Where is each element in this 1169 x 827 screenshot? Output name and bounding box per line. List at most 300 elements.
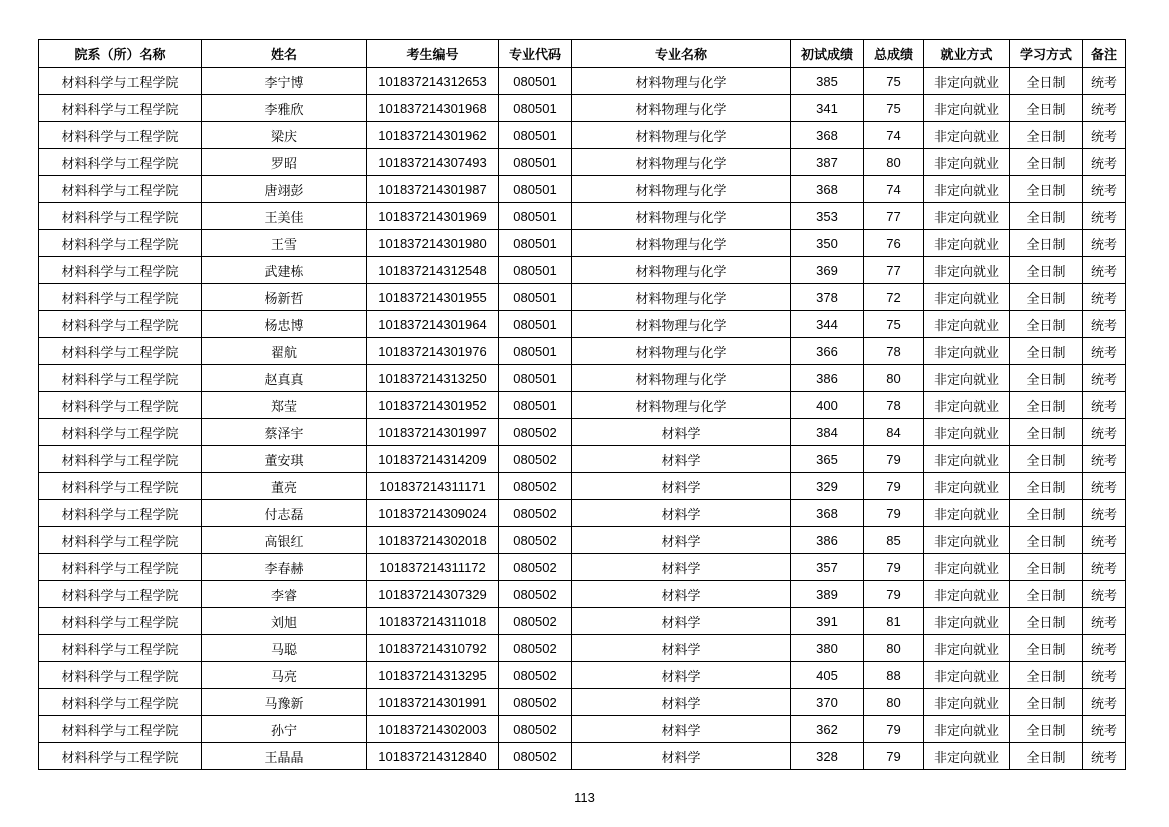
- cell-major-name: 材料物理与化学: [572, 203, 791, 230]
- cell-remarks: 统考: [1083, 608, 1126, 635]
- cell-name: 董安琪: [202, 446, 367, 473]
- cell-name: 李睿: [202, 581, 367, 608]
- cell-remarks: 统考: [1083, 662, 1126, 689]
- cell-major-name: 材料物理与化学: [572, 95, 791, 122]
- cell-candidate-id: 101837214301955: [367, 284, 499, 311]
- cell-name: 王雪: [202, 230, 367, 257]
- cell-total-score: 75: [864, 68, 924, 95]
- cell-prelim-score: 405: [791, 662, 864, 689]
- cell-employment-type: 非定向就业: [924, 581, 1010, 608]
- cell-major-code: 080501: [499, 230, 572, 257]
- cell-employment-type: 非定向就业: [924, 554, 1010, 581]
- table-row: [39, 122, 1126, 149]
- cell-major-code: 080501: [499, 68, 572, 95]
- cell-total-score: 79: [864, 473, 924, 500]
- cell-prelim-score: 387: [791, 149, 864, 176]
- cell-total-score: 79: [864, 500, 924, 527]
- table-row: [39, 149, 1126, 176]
- cell-employment-type: 非定向就业: [924, 257, 1010, 284]
- cell-name: 蔡泽宇: [202, 419, 367, 446]
- cell-employment-type: 非定向就业: [924, 176, 1010, 203]
- cell-department: 材料科学与工程学院: [39, 95, 202, 122]
- table-row: [39, 95, 1126, 122]
- table-row: [39, 176, 1126, 203]
- cell-remarks: 统考: [1083, 230, 1126, 257]
- cell-remarks: 统考: [1083, 149, 1126, 176]
- cell-candidate-id: 101837214301987: [367, 176, 499, 203]
- cell-study-mode: 全日制: [1010, 230, 1083, 257]
- cell-name: 马聪: [202, 635, 367, 662]
- table-header-row: [39, 40, 1126, 68]
- cell-major-code: 080501: [499, 365, 572, 392]
- cell-study-mode: 全日制: [1010, 68, 1083, 95]
- cell-major-code: 080502: [499, 446, 572, 473]
- cell-candidate-id: 101837214301991: [367, 689, 499, 716]
- cell-prelim-score: 368: [791, 176, 864, 203]
- cell-major-name: 材料学: [572, 689, 791, 716]
- cell-study-mode: 全日制: [1010, 149, 1083, 176]
- table-row: [39, 635, 1126, 662]
- cell-major-name: 材料物理与化学: [572, 311, 791, 338]
- cell-major-code: 080502: [499, 473, 572, 500]
- page-number: 113: [574, 790, 595, 805]
- table-row: [39, 284, 1126, 311]
- cell-major-name: 材料物理与化学: [572, 365, 791, 392]
- cell-department: 材料科学与工程学院: [39, 338, 202, 365]
- table-row: [39, 662, 1126, 689]
- table-row: [39, 68, 1126, 95]
- cell-total-score: 76: [864, 230, 924, 257]
- cell-major-name: 材料物理与化学: [572, 338, 791, 365]
- cell-total-score: 78: [864, 338, 924, 365]
- cell-name: 翟航: [202, 338, 367, 365]
- cell-department: 材料科学与工程学院: [39, 284, 202, 311]
- cell-department: 材料科学与工程学院: [39, 608, 202, 635]
- cell-major-code: 080502: [499, 527, 572, 554]
- cell-name: 王晶晶: [202, 743, 367, 770]
- table-row: [39, 527, 1126, 554]
- cell-employment-type: 非定向就业: [924, 608, 1010, 635]
- header-employment-type: 就业方式: [924, 40, 1010, 68]
- cell-total-score: 75: [864, 311, 924, 338]
- cell-study-mode: 全日制: [1010, 500, 1083, 527]
- cell-name: 赵真真: [202, 365, 367, 392]
- cell-study-mode: 全日制: [1010, 743, 1083, 770]
- cell-employment-type: 非定向就业: [924, 500, 1010, 527]
- cell-study-mode: 全日制: [1010, 554, 1083, 581]
- cell-candidate-id: 101837214301980: [367, 230, 499, 257]
- cell-major-code: 080502: [499, 716, 572, 743]
- table-row: [39, 473, 1126, 500]
- cell-major-code: 080502: [499, 500, 572, 527]
- cell-major-code: 080502: [499, 635, 572, 662]
- cell-prelim-score: 357: [791, 554, 864, 581]
- cell-department: 材料科学与工程学院: [39, 122, 202, 149]
- cell-name: 李宁博: [202, 68, 367, 95]
- header-candidate-id: 考生编号: [367, 40, 499, 68]
- cell-name: 马豫新: [202, 689, 367, 716]
- cell-remarks: 统考: [1083, 419, 1126, 446]
- cell-study-mode: 全日制: [1010, 473, 1083, 500]
- cell-candidate-id: 101837214311172: [367, 554, 499, 581]
- cell-candidate-id: 101837214313250: [367, 365, 499, 392]
- cell-major-name: 材料学: [572, 500, 791, 527]
- cell-department: 材料科学与工程学院: [39, 203, 202, 230]
- cell-employment-type: 非定向就业: [924, 635, 1010, 662]
- cell-major-name: 材料物理与化学: [572, 392, 791, 419]
- cell-major-name: 材料学: [572, 635, 791, 662]
- cell-name: 高银红: [202, 527, 367, 554]
- cell-prelim-score: 365: [791, 446, 864, 473]
- cell-department: 材料科学与工程学院: [39, 716, 202, 743]
- cell-major-name: 材料学: [572, 473, 791, 500]
- cell-candidate-id: 101837214313295: [367, 662, 499, 689]
- cell-major-name: 材料学: [572, 527, 791, 554]
- cell-major-code: 080501: [499, 95, 572, 122]
- cell-prelim-score: 328: [791, 743, 864, 770]
- cell-name: 郑莹: [202, 392, 367, 419]
- cell-department: 材料科学与工程学院: [39, 257, 202, 284]
- cell-name: 马亮: [202, 662, 367, 689]
- table-row: [39, 689, 1126, 716]
- cell-candidate-id: 101837214301976: [367, 338, 499, 365]
- cell-total-score: 77: [864, 257, 924, 284]
- cell-remarks: 统考: [1083, 392, 1126, 419]
- cell-employment-type: 非定向就业: [924, 95, 1010, 122]
- cell-prelim-score: 369: [791, 257, 864, 284]
- cell-name: 罗昭: [202, 149, 367, 176]
- table-row: [39, 230, 1126, 257]
- cell-major-code: 080501: [499, 203, 572, 230]
- cell-employment-type: 非定向就业: [924, 743, 1010, 770]
- cell-prelim-score: 378: [791, 284, 864, 311]
- cell-employment-type: 非定向就业: [924, 689, 1010, 716]
- cell-department: 材料科学与工程学院: [39, 743, 202, 770]
- cell-total-score: 79: [864, 446, 924, 473]
- cell-study-mode: 全日制: [1010, 446, 1083, 473]
- cell-candidate-id: 101837214314209: [367, 446, 499, 473]
- cell-major-code: 080502: [499, 608, 572, 635]
- cell-prelim-score: 386: [791, 365, 864, 392]
- cell-major-name: 材料物理与化学: [572, 149, 791, 176]
- table-row: [39, 581, 1126, 608]
- cell-remarks: 统考: [1083, 95, 1126, 122]
- cell-major-code: 080501: [499, 284, 572, 311]
- cell-remarks: 统考: [1083, 527, 1126, 554]
- cell-study-mode: 全日制: [1010, 662, 1083, 689]
- cell-department: 材料科学与工程学院: [39, 581, 202, 608]
- cell-major-code: 080501: [499, 122, 572, 149]
- cell-remarks: 统考: [1083, 743, 1126, 770]
- table-row: [39, 716, 1126, 743]
- table-row: [39, 500, 1126, 527]
- cell-major-name: 材料学: [572, 716, 791, 743]
- cell-employment-type: 非定向就业: [924, 68, 1010, 95]
- cell-candidate-id: 101837214301997: [367, 419, 499, 446]
- cell-remarks: 统考: [1083, 689, 1126, 716]
- cell-total-score: 84: [864, 419, 924, 446]
- cell-total-score: 80: [864, 689, 924, 716]
- cell-prelim-score: 384: [791, 419, 864, 446]
- cell-name: 王美佳: [202, 203, 367, 230]
- table-row: [39, 203, 1126, 230]
- cell-total-score: 80: [864, 365, 924, 392]
- cell-department: 材料科学与工程学院: [39, 365, 202, 392]
- cell-employment-type: 非定向就业: [924, 338, 1010, 365]
- table-row: [39, 608, 1126, 635]
- cell-major-code: 080502: [499, 743, 572, 770]
- cell-major-code: 080501: [499, 176, 572, 203]
- cell-employment-type: 非定向就业: [924, 527, 1010, 554]
- header-prelim-score: 初试成绩: [791, 40, 864, 68]
- cell-candidate-id: 101837214307329: [367, 581, 499, 608]
- table-row: [39, 743, 1126, 770]
- header-department: 院系（所）名称: [39, 40, 202, 68]
- cell-name: 董亮: [202, 473, 367, 500]
- table-row: [39, 392, 1126, 419]
- cell-study-mode: 全日制: [1010, 419, 1083, 446]
- cell-prelim-score: 391: [791, 608, 864, 635]
- cell-total-score: 79: [864, 716, 924, 743]
- cell-name: 杨忠博: [202, 311, 367, 338]
- cell-prelim-score: 389: [791, 581, 864, 608]
- cell-prelim-score: 362: [791, 716, 864, 743]
- cell-employment-type: 非定向就业: [924, 419, 1010, 446]
- cell-study-mode: 全日制: [1010, 257, 1083, 284]
- cell-remarks: 统考: [1083, 311, 1126, 338]
- cell-prelim-score: 368: [791, 500, 864, 527]
- cell-total-score: 74: [864, 122, 924, 149]
- cell-major-code: 080502: [499, 662, 572, 689]
- cell-study-mode: 全日制: [1010, 527, 1083, 554]
- cell-name: 刘旭: [202, 608, 367, 635]
- cell-prelim-score: 329: [791, 473, 864, 500]
- cell-study-mode: 全日制: [1010, 608, 1083, 635]
- cell-remarks: 统考: [1083, 68, 1126, 95]
- cell-major-name: 材料学: [572, 419, 791, 446]
- cell-department: 材料科学与工程学院: [39, 68, 202, 95]
- cell-candidate-id: 101837214311171: [367, 473, 499, 500]
- cell-prelim-score: 353: [791, 203, 864, 230]
- cell-candidate-id: 101837214312548: [367, 257, 499, 284]
- cell-employment-type: 非定向就业: [924, 149, 1010, 176]
- cell-remarks: 统考: [1083, 716, 1126, 743]
- cell-name: 武建栋: [202, 257, 367, 284]
- cell-employment-type: 非定向就业: [924, 284, 1010, 311]
- cell-employment-type: 非定向就业: [924, 662, 1010, 689]
- cell-employment-type: 非定向就业: [924, 230, 1010, 257]
- cell-total-score: 80: [864, 635, 924, 662]
- cell-remarks: 统考: [1083, 176, 1126, 203]
- cell-department: 材料科学与工程学院: [39, 554, 202, 581]
- cell-candidate-id: 101837214301969: [367, 203, 499, 230]
- cell-total-score: 80: [864, 149, 924, 176]
- cell-department: 材料科学与工程学院: [39, 176, 202, 203]
- cell-major-name: 材料学: [572, 446, 791, 473]
- cell-remarks: 统考: [1083, 635, 1126, 662]
- cell-candidate-id: 101837214301968: [367, 95, 499, 122]
- cell-candidate-id: 101837214301964: [367, 311, 499, 338]
- cell-employment-type: 非定向就业: [924, 716, 1010, 743]
- cell-remarks: 统考: [1083, 446, 1126, 473]
- cell-department: 材料科学与工程学院: [39, 419, 202, 446]
- header-remarks: 备注: [1083, 40, 1126, 68]
- header-major-code: 专业代码: [499, 40, 572, 68]
- cell-major-name: 材料物理与化学: [572, 68, 791, 95]
- cell-department: 材料科学与工程学院: [39, 635, 202, 662]
- cell-major-code: 080502: [499, 581, 572, 608]
- cell-major-code: 080501: [499, 392, 572, 419]
- cell-remarks: 统考: [1083, 365, 1126, 392]
- table-row: [39, 446, 1126, 473]
- cell-study-mode: 全日制: [1010, 338, 1083, 365]
- header-major-name: 专业名称: [572, 40, 791, 68]
- cell-major-code: 080502: [499, 554, 572, 581]
- cell-department: 材料科学与工程学院: [39, 149, 202, 176]
- table-row: [39, 338, 1126, 365]
- cell-study-mode: 全日制: [1010, 203, 1083, 230]
- cell-major-name: 材料学: [572, 662, 791, 689]
- cell-candidate-id: 101837214301952: [367, 392, 499, 419]
- cell-major-name: 材料学: [572, 554, 791, 581]
- cell-total-score: 85: [864, 527, 924, 554]
- table-body: [39, 68, 1126, 770]
- cell-remarks: 统考: [1083, 122, 1126, 149]
- cell-prelim-score: 380: [791, 635, 864, 662]
- cell-total-score: 81: [864, 608, 924, 635]
- cell-study-mode: 全日制: [1010, 95, 1083, 122]
- cell-major-code: 080501: [499, 257, 572, 284]
- cell-major-name: 材料学: [572, 608, 791, 635]
- cell-employment-type: 非定向就业: [924, 365, 1010, 392]
- cell-total-score: 79: [864, 743, 924, 770]
- cell-study-mode: 全日制: [1010, 635, 1083, 662]
- cell-major-code: 080501: [499, 311, 572, 338]
- cell-candidate-id: 101837214302018: [367, 527, 499, 554]
- cell-major-name: 材料物理与化学: [572, 176, 791, 203]
- cell-department: 材料科学与工程学院: [39, 473, 202, 500]
- cell-candidate-id: 101837214312840: [367, 743, 499, 770]
- cell-prelim-score: 344: [791, 311, 864, 338]
- cell-study-mode: 全日制: [1010, 122, 1083, 149]
- cell-candidate-id: 101837214307493: [367, 149, 499, 176]
- cell-remarks: 统考: [1083, 338, 1126, 365]
- cell-employment-type: 非定向就业: [924, 392, 1010, 419]
- cell-major-name: 材料物理与化学: [572, 257, 791, 284]
- cell-name: 孙宁: [202, 716, 367, 743]
- table-row: [39, 554, 1126, 581]
- cell-major-code: 080502: [499, 419, 572, 446]
- cell-prelim-score: 350: [791, 230, 864, 257]
- cell-total-score: 72: [864, 284, 924, 311]
- cell-employment-type: 非定向就业: [924, 203, 1010, 230]
- cell-total-score: 74: [864, 176, 924, 203]
- cell-department: 材料科学与工程学院: [39, 230, 202, 257]
- cell-total-score: 79: [864, 554, 924, 581]
- cell-study-mode: 全日制: [1010, 311, 1083, 338]
- cell-total-score: 79: [864, 581, 924, 608]
- cell-name: 梁庆: [202, 122, 367, 149]
- header-study-mode: 学习方式: [1010, 40, 1083, 68]
- cell-candidate-id: 101837214312653: [367, 68, 499, 95]
- cell-major-code: 080501: [499, 149, 572, 176]
- cell-study-mode: 全日制: [1010, 716, 1083, 743]
- cell-employment-type: 非定向就业: [924, 122, 1010, 149]
- cell-employment-type: 非定向就业: [924, 473, 1010, 500]
- cell-major-name: 材料物理与化学: [572, 230, 791, 257]
- cell-department: 材料科学与工程学院: [39, 446, 202, 473]
- cell-remarks: 统考: [1083, 284, 1126, 311]
- cell-employment-type: 非定向就业: [924, 446, 1010, 473]
- cell-name: 李雅欣: [202, 95, 367, 122]
- cell-major-code: 080502: [499, 689, 572, 716]
- cell-study-mode: 全日制: [1010, 365, 1083, 392]
- cell-major-name: 材料学: [572, 743, 791, 770]
- table-row: [39, 257, 1126, 284]
- cell-major-name: 材料物理与化学: [572, 284, 791, 311]
- cell-prelim-score: 341: [791, 95, 864, 122]
- cell-remarks: 统考: [1083, 581, 1126, 608]
- cell-candidate-id: 101837214309024: [367, 500, 499, 527]
- cell-total-score: 88: [864, 662, 924, 689]
- cell-department: 材料科学与工程学院: [39, 392, 202, 419]
- cell-major-code: 080501: [499, 338, 572, 365]
- table-row: [39, 365, 1126, 392]
- cell-name: 李春赫: [202, 554, 367, 581]
- cell-department: 材料科学与工程学院: [39, 689, 202, 716]
- cell-candidate-id: 101837214301962: [367, 122, 499, 149]
- cell-study-mode: 全日制: [1010, 176, 1083, 203]
- cell-study-mode: 全日制: [1010, 392, 1083, 419]
- cell-candidate-id: 101837214311018: [367, 608, 499, 635]
- table-row: [39, 311, 1126, 338]
- cell-major-name: 材料物理与化学: [572, 122, 791, 149]
- cell-prelim-score: 370: [791, 689, 864, 716]
- cell-remarks: 统考: [1083, 473, 1126, 500]
- cell-department: 材料科学与工程学院: [39, 527, 202, 554]
- cell-remarks: 统考: [1083, 203, 1126, 230]
- cell-remarks: 统考: [1083, 554, 1126, 581]
- cell-prelim-score: 366: [791, 338, 864, 365]
- cell-department: 材料科学与工程学院: [39, 311, 202, 338]
- cell-major-name: 材料学: [572, 581, 791, 608]
- cell-total-score: 75: [864, 95, 924, 122]
- cell-department: 材料科学与工程学院: [39, 662, 202, 689]
- cell-employment-type: 非定向就业: [924, 311, 1010, 338]
- cell-prelim-score: 368: [791, 122, 864, 149]
- cell-name: 唐翊彭: [202, 176, 367, 203]
- cell-study-mode: 全日制: [1010, 581, 1083, 608]
- cell-prelim-score: 385: [791, 68, 864, 95]
- cell-study-mode: 全日制: [1010, 689, 1083, 716]
- cell-total-score: 77: [864, 203, 924, 230]
- table-row: [39, 419, 1126, 446]
- cell-candidate-id: 101837214302003: [367, 716, 499, 743]
- admission-list-table: [38, 39, 1126, 770]
- header-name: 姓名: [202, 40, 367, 68]
- cell-department: 材料科学与工程学院: [39, 500, 202, 527]
- cell-name: 付志磊: [202, 500, 367, 527]
- cell-total-score: 78: [864, 392, 924, 419]
- cell-prelim-score: 400: [791, 392, 864, 419]
- cell-prelim-score: 386: [791, 527, 864, 554]
- cell-study-mode: 全日制: [1010, 284, 1083, 311]
- cell-remarks: 统考: [1083, 257, 1126, 284]
- cell-candidate-id: 101837214310792: [367, 635, 499, 662]
- cell-name: 杨新哲: [202, 284, 367, 311]
- cell-remarks: 统考: [1083, 500, 1126, 527]
- header-total-score: 总成绩: [864, 40, 924, 68]
